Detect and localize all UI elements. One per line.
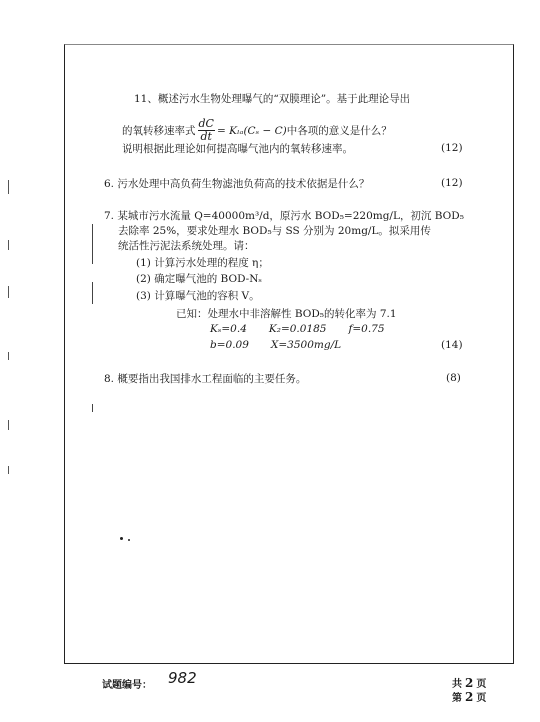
q11-formula-line: [122, 118, 392, 143]
q11-line2-post: 中各项的意义是什么？: [286, 125, 392, 137]
stray-mark: [128, 539, 130, 541]
exam-code-value: 982: [168, 669, 197, 687]
q8-text: 8. 概要指出我国排水工程面临的主要任务。: [104, 373, 307, 385]
formula-rest: = Kₗₐ(Cₛ − C): [216, 124, 287, 137]
stray-mark: [120, 537, 123, 540]
binding-mark: [8, 420, 9, 430]
q11-line3: 说明根据此理论如何提高曝气池内的氧转移速率。: [122, 143, 353, 155]
q7-line1: 7. 某城市污水流量 Q=40000m³/d，原污水 BOD₅=220mg/L，初沉 BOD₅: [104, 210, 464, 222]
total-pages-pre: 共: [452, 679, 462, 690]
total-pages: [452, 675, 486, 690]
known-ks: Kₛ=0.4: [210, 323, 247, 335]
formula-denominator: dt: [200, 130, 212, 143]
q7-line3: 统活性污泥法系统处理。请：: [118, 240, 255, 252]
q6-score: (12): [441, 177, 463, 189]
q11-line2-pre: 的氧转移速率式: [122, 125, 196, 137]
formula-fraction: [198, 118, 215, 143]
q8-score: (8): [446, 372, 461, 384]
q7-sub2: (2) 确定曝气池的 BOD-Nₛ: [136, 273, 262, 285]
current-page-post: 页: [476, 693, 487, 704]
binding-mark: [8, 352, 9, 360]
q7-sub1: (1) 计算污水处理的程度 η；: [136, 257, 269, 269]
known-x: X=3500mg/L: [270, 339, 342, 351]
current-page: [452, 689, 486, 704]
current-page-pre: 第: [452, 693, 462, 704]
total-pages-post: 页: [476, 679, 487, 690]
current-page-num: 2: [465, 690, 474, 704]
binding-mark: [8, 180, 9, 194]
known-f: f=0.75: [348, 323, 385, 335]
binding-mark: [8, 466, 9, 474]
q7-score: (14): [441, 339, 463, 351]
known-k2: K₂=0.0185: [268, 323, 327, 335]
q7-sub3: (3) 计算曝气池的容积 V。: [136, 290, 260, 302]
binding-mark: [8, 240, 9, 250]
exam-code-label: 试题编号：: [102, 680, 152, 691]
q11-score: (12): [441, 142, 463, 154]
q7-known-row1: [210, 323, 385, 335]
binding-mark: [8, 286, 9, 298]
q6-text: 6. 污水处理中高负荷生物滤池负荷高的技术依据是什么？: [104, 178, 370, 190]
known-b: b=0.09: [210, 339, 249, 351]
q11-line1: 11、概述污水生物处理曝气的“双膜理论”。基于此理论导出: [134, 93, 411, 105]
total-pages-num: 2: [465, 676, 474, 690]
formula-numerator: dC: [198, 117, 214, 130]
q7-known-row2: [210, 339, 341, 351]
q7-known-header: 已知：处理水中非溶解性 BOD₅的转化率为 7.1: [176, 308, 397, 320]
q7-line2: 去除率 25%，要求处理水 BOD₅与 SS 分别为 20mg/L。拟采用传: [118, 225, 431, 237]
